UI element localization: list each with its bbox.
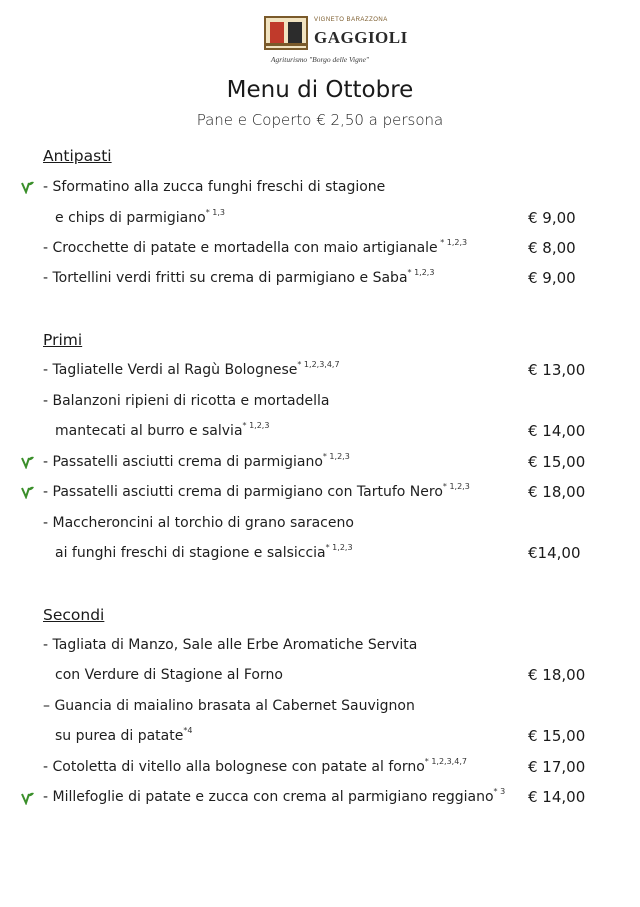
leaf-icon (21, 485, 35, 499)
menu-item-line: e chips di parmigiano$^{* 1,3}$ (55, 208, 225, 226)
allergen-codes: * 1,2,3 (407, 268, 435, 277)
allergen-codes: * 1,2,3 (242, 421, 270, 430)
allergen-codes: *4 (183, 726, 193, 735)
crest-icon (264, 16, 308, 50)
allergen-codes: * 3 (493, 787, 506, 796)
section-title-secondi: Secondi (43, 606, 105, 624)
menu-item-price: € 14,00 (528, 422, 586, 440)
allergen-codes: * 1,2,3 (322, 452, 350, 461)
menu-subtitle: Pane e Coperto € 2,50 a persona (196, 111, 444, 129)
menu-item-line: mantecati al burro e salvia$^{* 1,2,3}$ (55, 421, 270, 439)
menu-item-price: € 9,00 (528, 209, 576, 227)
menu-item-line: - Cotoletta di vitello alla bolognese con patate al forno$^{* 1,2,3,4,7}$ (43, 757, 467, 775)
menu-item-price: € 18,00 (528, 483, 586, 501)
menu-item-price: € 15,00 (528, 453, 586, 471)
menu-item-line: - Passatelli asciutti crema di parmigiano con Tartufo Nero$^{* 1,2,3}$ (43, 482, 470, 500)
allergen-codes: * 1,2,3,4,7 (424, 757, 467, 766)
allergen-codes: * 1,2,3 (437, 238, 468, 247)
menu-item-line: – Guancia di maialino brasata al Cabernet Sauvignon (43, 698, 415, 714)
menu-item-price: €14,00 (528, 544, 581, 562)
menu-item-line: - Maccheroncini al torchio di grano saraceno (43, 515, 354, 531)
menu-title: Menu di Ottobre (226, 77, 414, 103)
allergen-codes: * 1,2,3 (325, 543, 353, 552)
logo-brand: GAGGIOLI (314, 28, 408, 47)
menu-item-line: - Millefoglie di patate e zucca con crema al parmigiano reggiano$^{* 3}$ (43, 787, 506, 805)
logo-small-text: VIGNETO BARAZZONA (314, 17, 388, 23)
menu-item-price: € 13,00 (528, 361, 586, 379)
menu-item-line: su purea di patate$^{*4}$ (55, 726, 193, 744)
menu-item-line: - Passatelli asciutti crema di parmigiano$^{* 1,2,3}$ (43, 452, 350, 470)
menu-item-line: - Balanzoni ripieni di ricotta e mortadella (43, 393, 330, 409)
menu-item-price: € 14,00 (528, 788, 586, 806)
allergen-codes: * 1,2,3 (442, 482, 470, 491)
section-title-antipasti: Antipasti (43, 147, 112, 165)
menu-item-line: - Tortellini verdi fritti su crema di parmigiano e Saba$^{* 1,2,3}$ (43, 268, 435, 286)
menu-item-line: - Crocchette di patate e mortadella con maio artigianale $^{* 1,2,3}$ (43, 238, 468, 256)
menu-item-line: - Tagliata di Manzo, Sale alle Erbe Aromatiche Servita (43, 637, 418, 653)
menu-item-price: € 17,00 (528, 758, 586, 776)
section-title-primi: Primi (43, 331, 83, 349)
menu-item-price: € 8,00 (528, 239, 576, 257)
menu-item-line: con Verdure di Stagione al Forno (55, 667, 283, 683)
allergen-codes: * 1,2,3,4,7 (297, 360, 340, 369)
menu-item-price: € 18,00 (528, 666, 586, 684)
menu-item-line: - Tagliatelle Verdi al Ragù Bolognese$^{* 1,2,3,4,7}$ (43, 360, 340, 378)
logo-tagline: Agriturismo "Borgo delle Vigne" (270, 55, 370, 64)
allergen-codes: * 1,3 (205, 208, 225, 217)
restaurant-logo (262, 12, 408, 70)
leaf-icon (21, 180, 35, 194)
leaf-icon (21, 455, 35, 469)
menu-item-line: ai funghi freschi di stagione e salsiccia$^{* 1,2,3}$ (55, 543, 353, 561)
menu-item-price: € 9,00 (528, 269, 576, 287)
menu-item-price: € 15,00 (528, 727, 586, 745)
menu-item-line: - Sformatino alla zucca funghi freschi di stagione (43, 179, 386, 195)
leaf-icon (21, 791, 35, 805)
